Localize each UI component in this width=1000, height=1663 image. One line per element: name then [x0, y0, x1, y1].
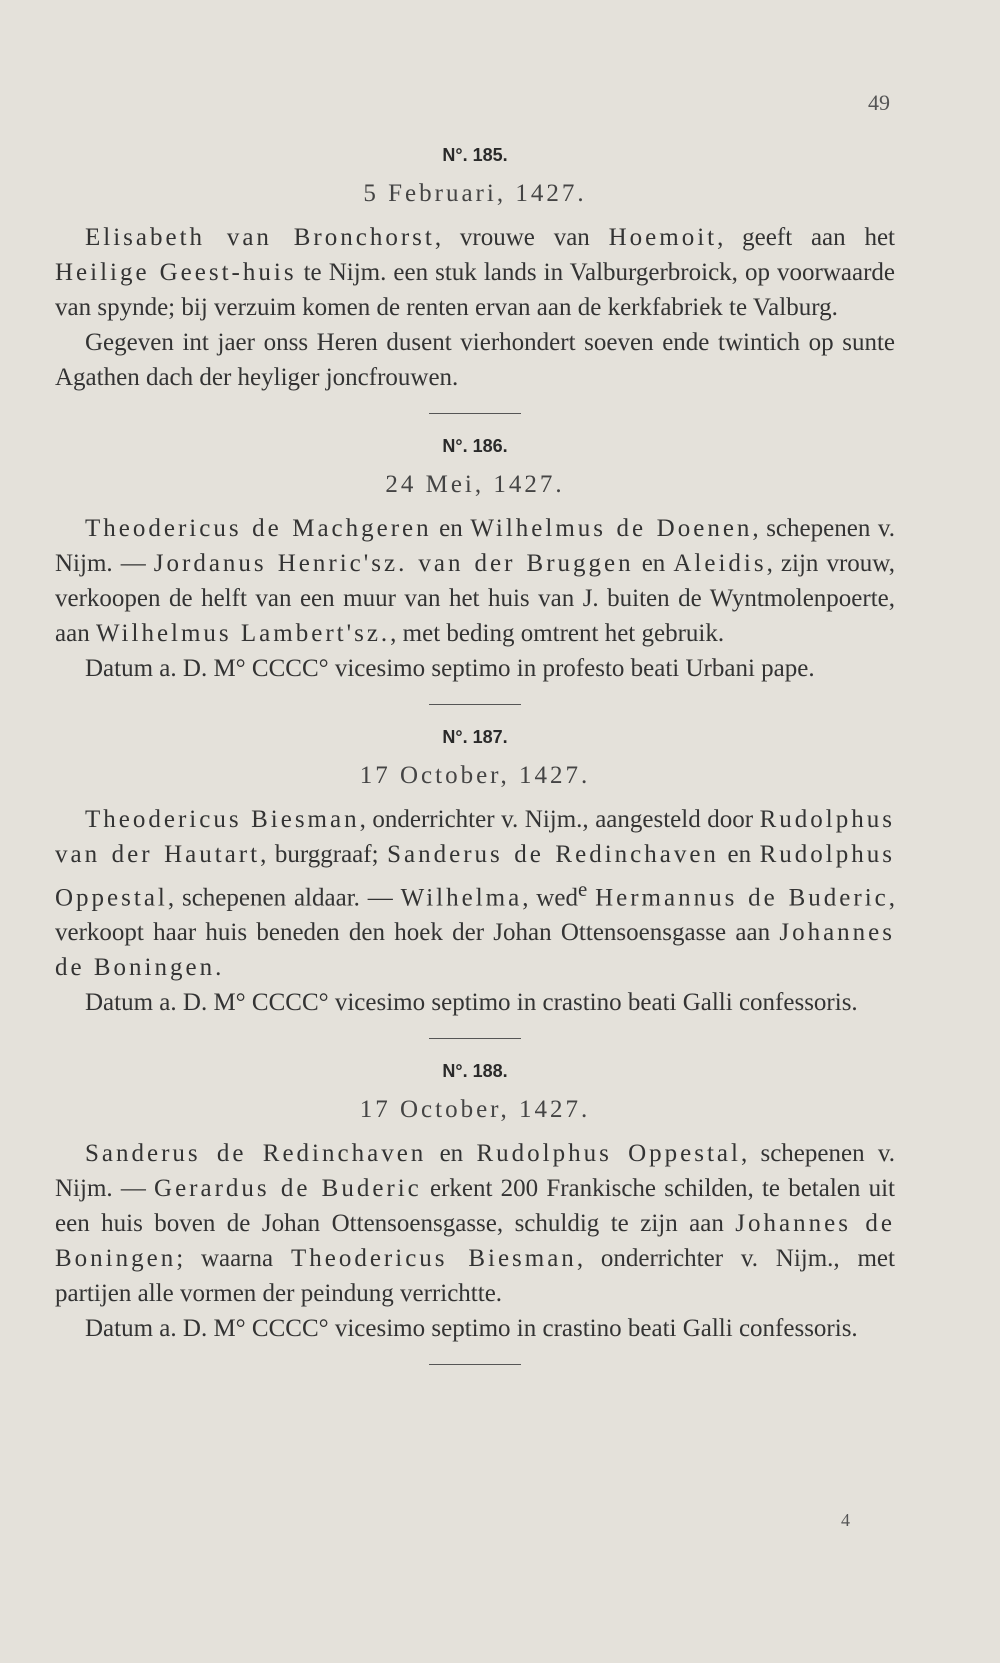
summary-text: , zijn vrouw, verkoopen de helft van een muur van het huis van J. buiten de Wyntmolenpoerte, aan — [55, 550, 895, 647]
summary-text: erkent 200 Frankische schilden, te betalen uit een huis boven de Johan Ottensoensgasse, schuldig te zijn aan — [55, 1175, 895, 1238]
summary-text: ; waarna — [176, 1245, 291, 1273]
person-name: Johannes de Boningen — [55, 1210, 895, 1273]
person-name: Rudolphus Oppestal — [55, 841, 895, 912]
person-name: Aleidis — [673, 550, 767, 577]
person-name: Theodericus Biesman — [290, 1245, 577, 1273]
person-name: Theodericus de Machgeren — [85, 515, 432, 542]
entry-number: N°. 188. — [442, 1061, 508, 1082]
summary-text: , vrouwe van — [434, 224, 609, 251]
summary-text: , onderrichter v. Nijm., met partijen alle vormen der peindung verrichtte. — [55, 1245, 895, 1308]
entry-number: N°. 187. — [442, 727, 508, 747]
entry — [55, 145, 895, 414]
summary-text: , schepenen v. Nijm. — — [55, 515, 895, 577]
section-divider — [429, 1364, 521, 1365]
person-name: Wilhelmus de Doenen — [470, 515, 753, 542]
entry-summary — [55, 511, 895, 651]
summary-text: e — [577, 877, 588, 901]
entry-date: 17 October, 1427. — [359, 1096, 591, 1124]
summary-text: te Nijm. een stuk lands in Valburgerbroick, op voorwaarde van spynde; bij verzuim komen de renten ervan aan de kerkfabriek te Valburg. — [55, 259, 896, 321]
entry-number: N°. 186. — [442, 436, 508, 456]
entry-dating-clause: Gegeven int jaer onss Heren dusent vierhondert soeven ende twintich op sunte Agathen dach der heyliger joncfrouwen. — [55, 329, 895, 391]
entry-date: 17 October, 1427. — [359, 762, 591, 789]
entry-dating-clause: Datum a. D. M° CCCC° vicesimo septimo in crastino beati Galli confessoris. — [85, 989, 858, 1017]
summary-text: , geeft aan het — [717, 224, 895, 251]
summary-text — [587, 884, 595, 911]
entries-column — [55, 145, 895, 1387]
person-name: Elisabeth van Bronchorst — [85, 224, 435, 251]
entry-dating-clause: Datum a. D. M° CCCC° vicesimo septimo in profesto beati Urbani pape. — [85, 655, 815, 682]
summary-text: en — [718, 841, 760, 868]
person-name: Theodericus Biesman — [85, 806, 360, 833]
entry-date: 5 Februari, 1427. — [363, 180, 587, 207]
person-name: Hoemoit — [608, 224, 718, 251]
summary-text: en — [633, 550, 674, 577]
summary-text: , schepenen aldaar. — — [167, 884, 401, 912]
person-name: Hermannus de Buderic — [595, 884, 889, 912]
person-name: Johannes de Boningen — [55, 919, 895, 982]
person-name: Sanderus de Redinchaven — [387, 841, 719, 868]
summary-text: en — [431, 515, 471, 542]
summary-text: , wed — [522, 884, 578, 912]
summary-text: , burggraaf; — [260, 841, 388, 868]
entry-number: N°. 185. — [442, 145, 508, 165]
summary-text: , verkoopt haar huis beneden den hoek der Johan Ottensoensgasse aan — [55, 884, 896, 947]
summary-text: . — [215, 954, 222, 982]
entry-summary — [55, 220, 895, 325]
person-name: Wilhelmus Lambert'sz. — [95, 620, 391, 647]
person-name: Jordanus Henric'sz. van der Bruggen — [153, 550, 634, 577]
entry-summary — [55, 802, 895, 985]
section-divider — [429, 704, 521, 705]
person-name: Gerardus de Buderic — [154, 1175, 422, 1203]
person-name: Rudolphus Oppestal — [476, 1140, 741, 1168]
section-divider — [429, 1038, 521, 1039]
entry — [55, 436, 895, 705]
person-name: Sanderus de Redinchaven — [85, 1140, 427, 1168]
entry — [55, 1061, 895, 1365]
summary-text: , met beding omtrent het gebruik. — [390, 620, 725, 647]
summary-text: en — [426, 1140, 477, 1168]
entry-dating-clause: Datum a. D. M° CCCC° vicesimo septimo in crastino beati Galli confessoris. — [85, 1315, 858, 1343]
entry-date: 24 Mei, 1427. — [385, 471, 565, 498]
summary-text: , schepenen v. Nijm. — — [55, 1140, 895, 1203]
entry — [55, 727, 895, 1039]
person-name: Rudolphus van der Hautart — [55, 806, 895, 868]
signature-mark: 4 — [841, 1510, 850, 1530]
person-name: Heilige Geest-huis — [55, 259, 297, 286]
person-name: Wilhelma — [400, 884, 523, 912]
entry-summary — [55, 1136, 895, 1311]
page-number: 49 — [868, 90, 890, 115]
summary-text: , onderrichter v. Nijm., aangesteld door — [359, 806, 760, 833]
section-divider — [429, 413, 521, 414]
